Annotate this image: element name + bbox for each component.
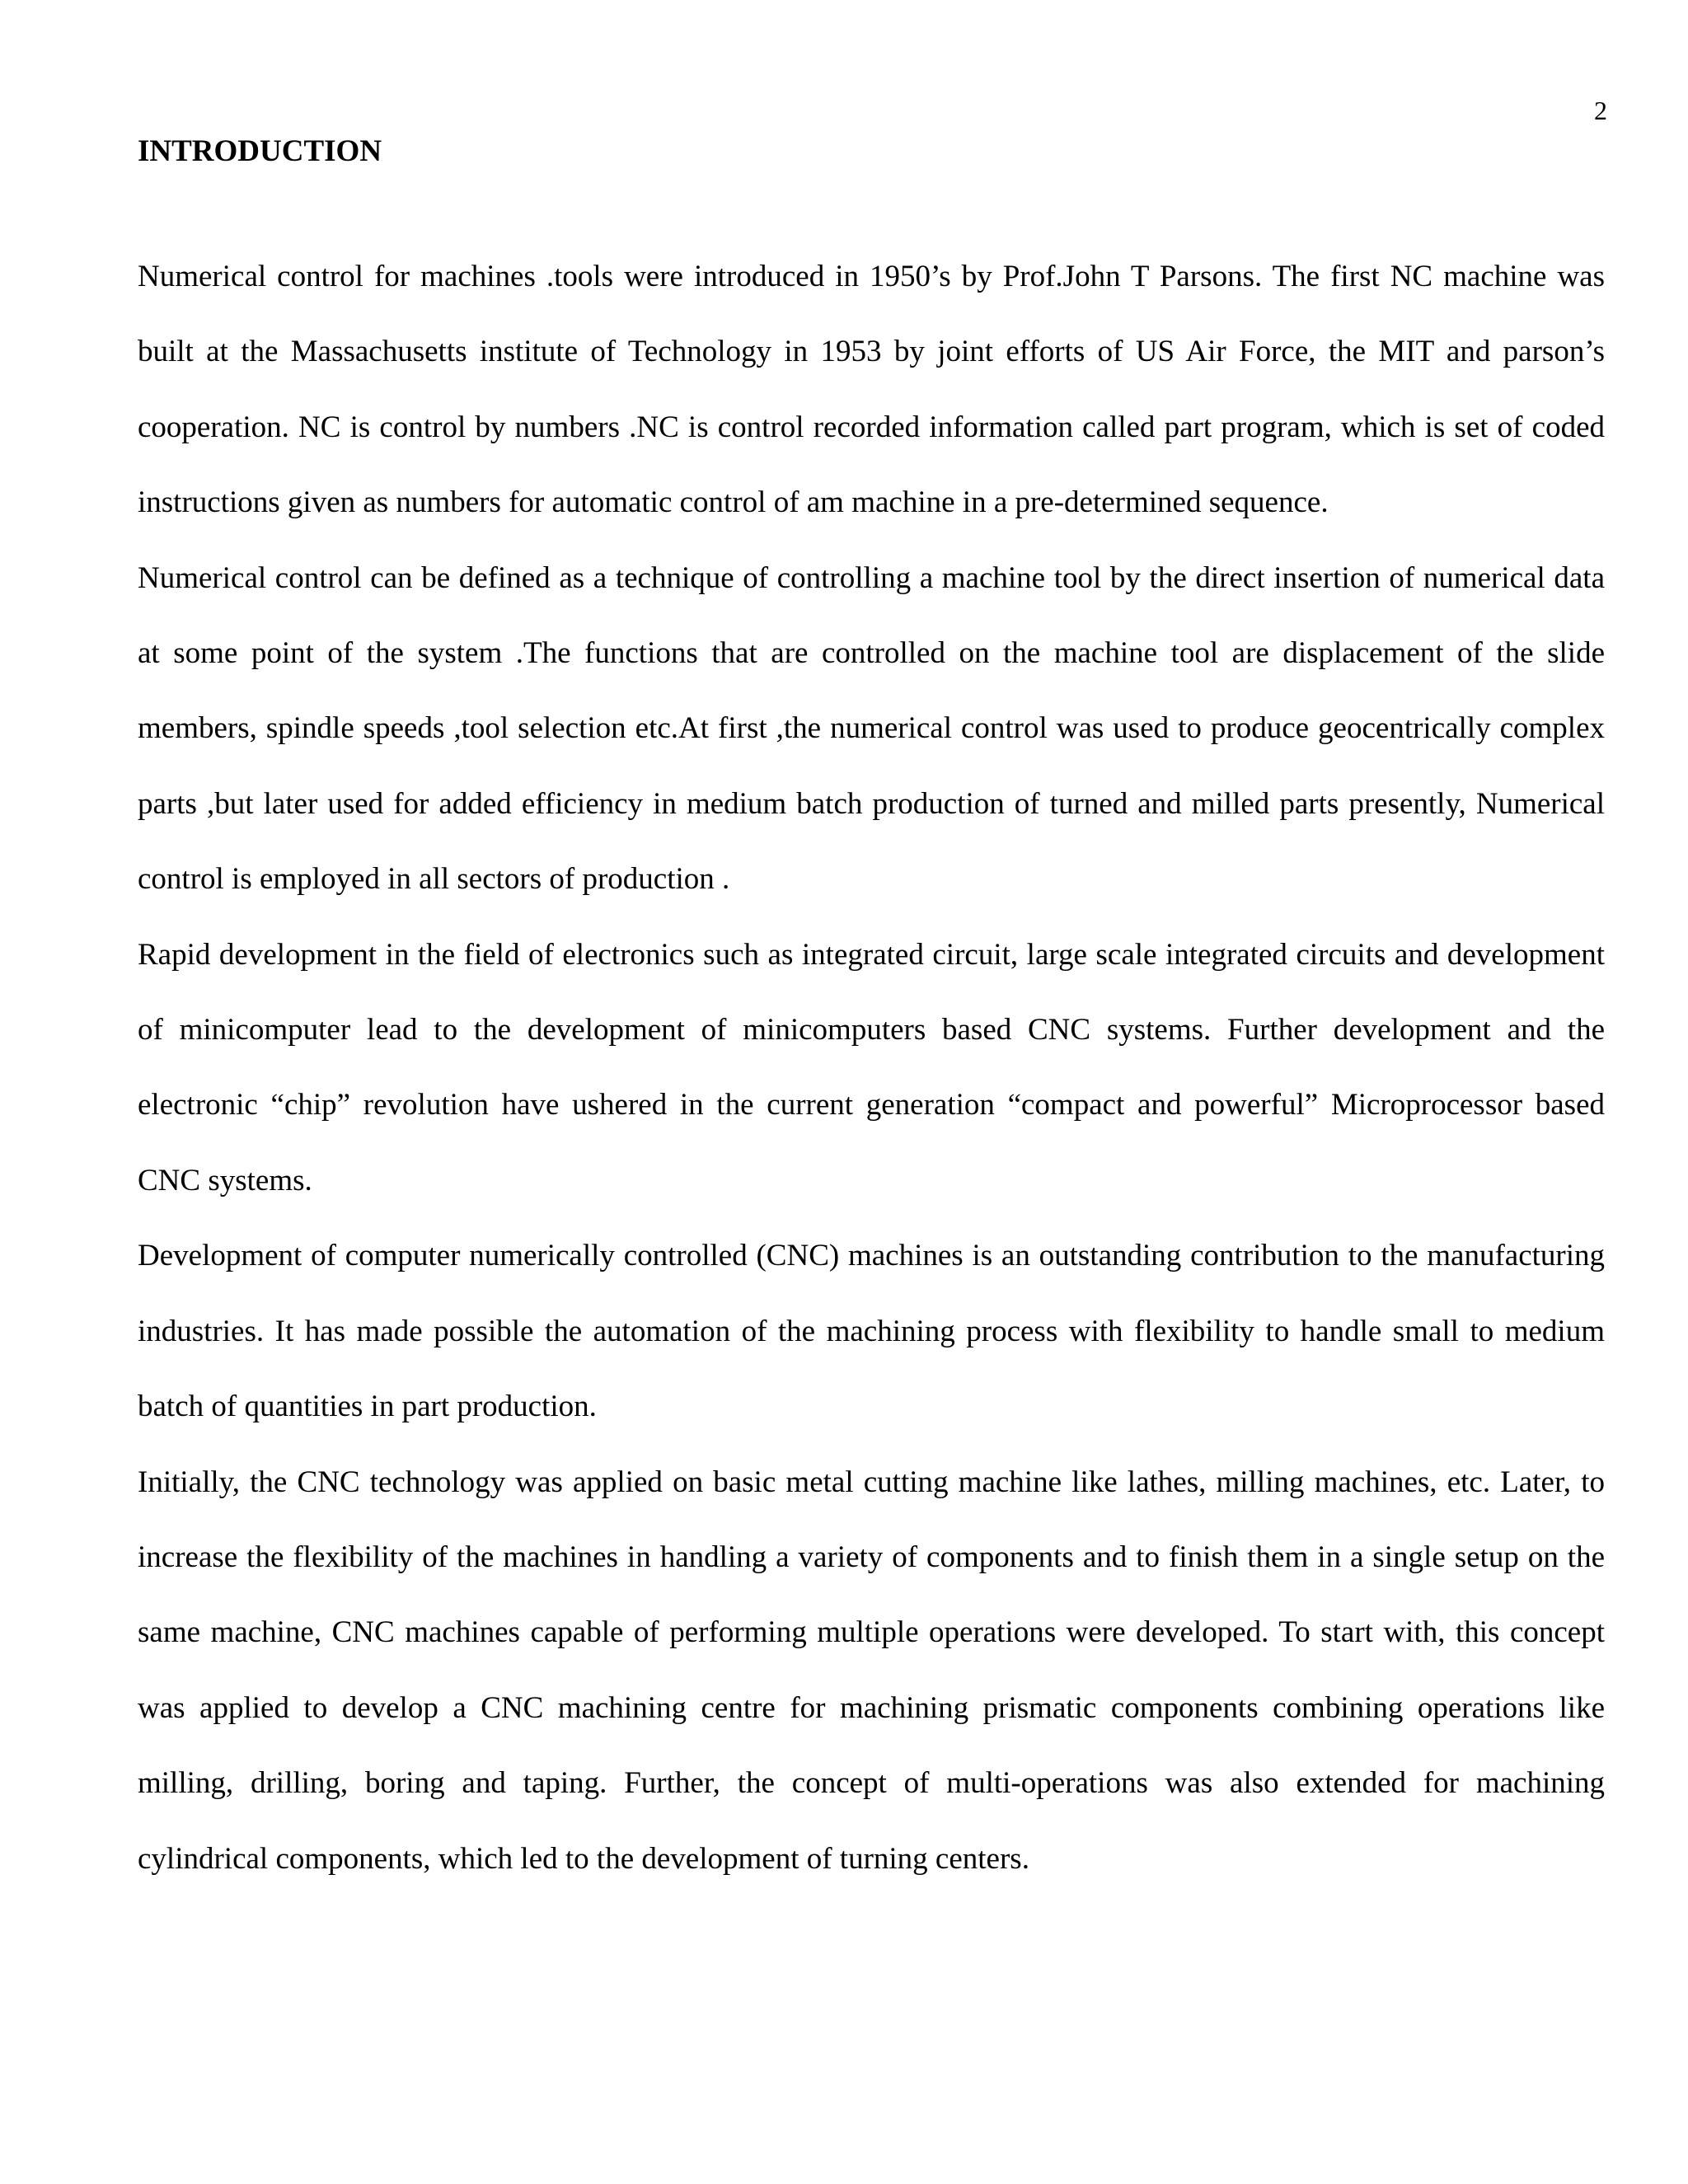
paragraph: Rapid development in the field of electronics such as integrated circuit, large scale integrated circuits and development of minicomputer lead to the development of minicomputers based CNC systems. Further development and the electronic “chip” revolution have ushered in the current generation “compact and powerful” Microprocessor based CNC systems. [138, 937, 1605, 1197]
section-heading: INTRODUCTION [138, 134, 382, 168]
page-number: 2 [1594, 96, 1607, 125]
paragraph: Numerical control can be defined as a technique of controlling a machine tool by the direct insertion of numerical data at some point of the system .The functions that are controlled on the machine tool are displacement of the slide members, spindle speeds ,tool selection etc.At first ,the numerical control was used to produce geocentrically complex parts ,but later used for added efficiency in medium batch production of turned and milled parts presently, Numerical control is employed in all sectors of production . [138, 560, 1605, 897]
paragraph: Initially, the CNC technology was applied on basic metal cutting machine like lathes, milling machines, etc. Later, to increase the flexibility of the machines in handling a variety of components and to finish them in a single setup on the same machine, CNC machines capable of performing multiple operations were developed. To start with, this concept was applied to develop a CNC machining centre for machining prismatic components combining operations like milling, drilling, boring and taping. Further, the concept of multi-operations was also extended for machining cylindrical components, which led to the development of turning centers. [138, 1465, 1605, 1876]
paragraph: Development of computer numerically controlled (CNC) machines is an outstanding contribution to the manufacturing industries. It has made possible the automation of the machining process with flexibility to handle small to medium batch of quantities in part production. [138, 1239, 1605, 1424]
paragraph-list [138, 239, 1605, 1896]
paragraph: Numerical control for machines .tools were introduced in 1950’s by Prof.John T Parsons. The first NC machine was built at the Massachusetts institute of Technology in 1953 by joint efforts of US Air Force, the MIT and parson’s cooperation. NC is control by numbers .NC is control recorded information called part program, which is set of coded instructions given as numbers for automatic control of am machine in a pre-determined sequence. [138, 260, 1605, 520]
document-body [138, 134, 1605, 1896]
